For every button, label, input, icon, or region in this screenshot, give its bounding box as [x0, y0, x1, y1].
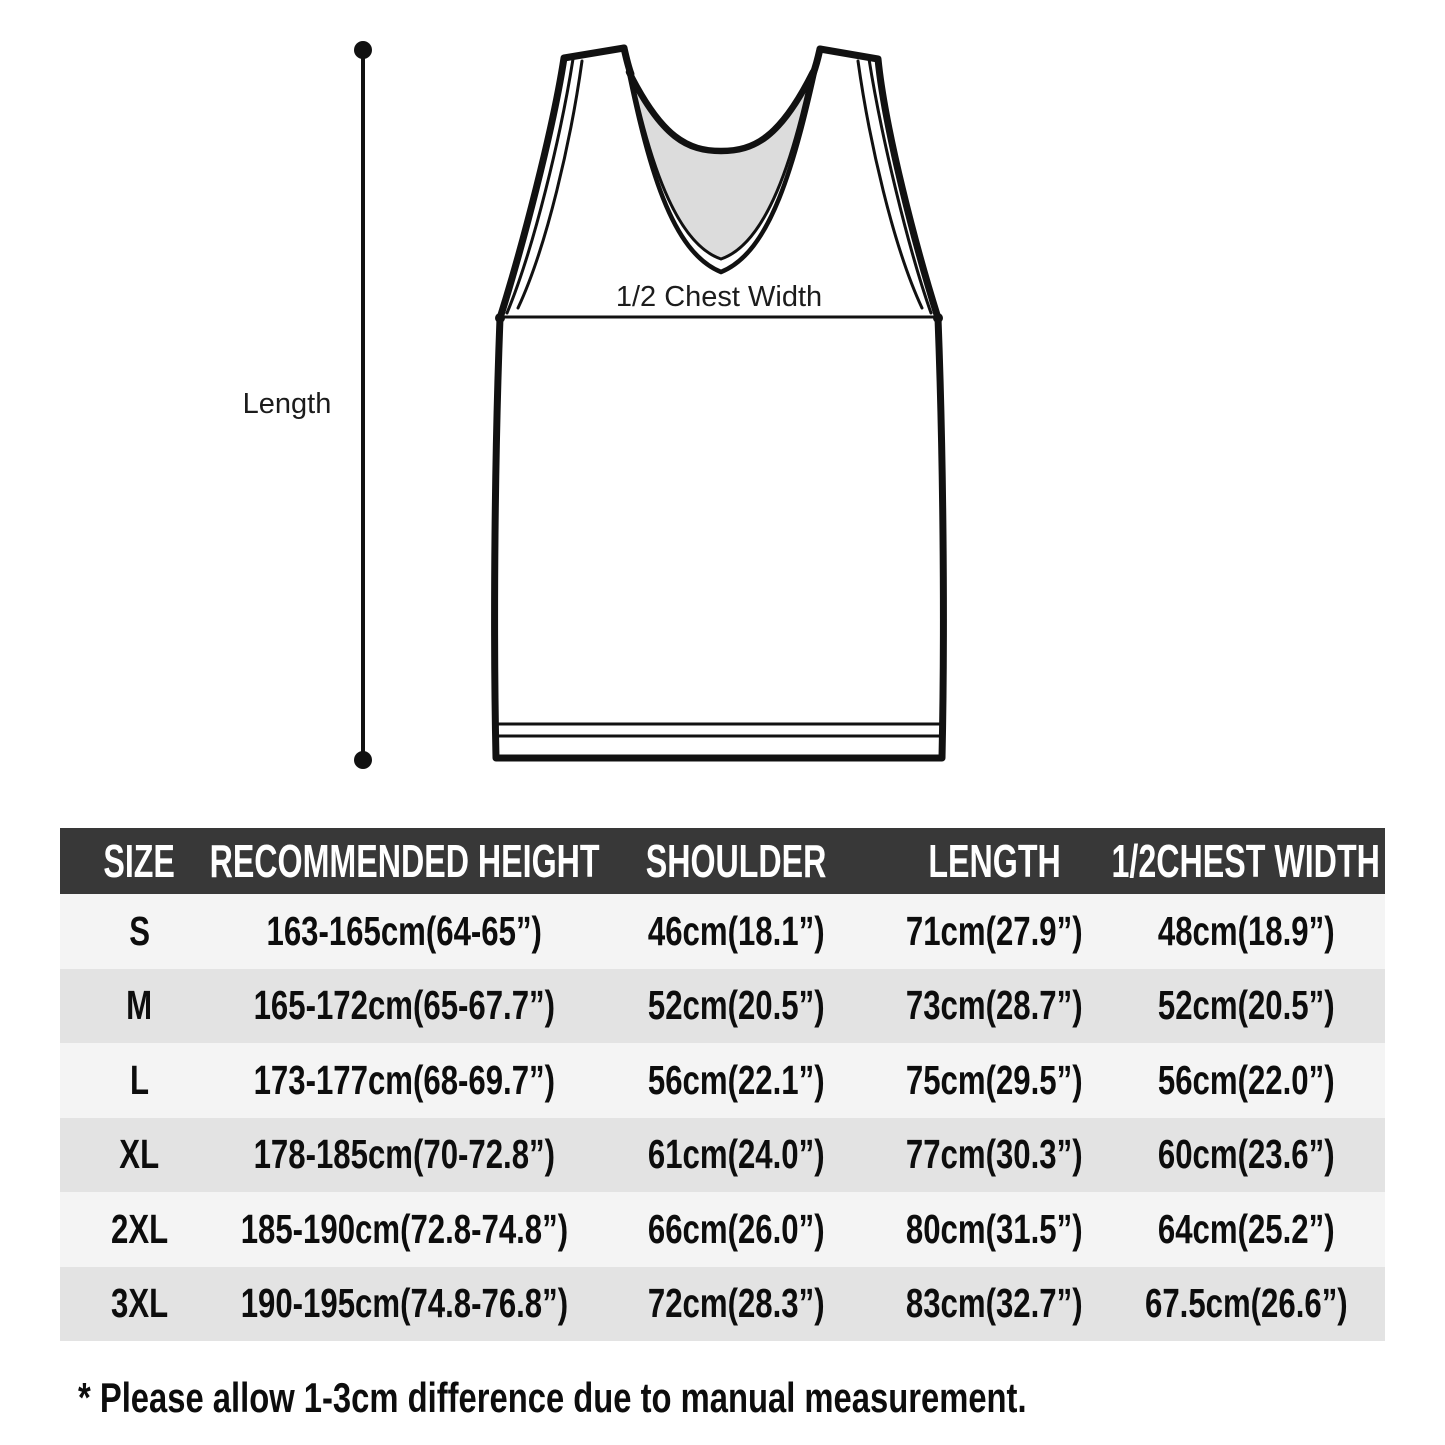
cell-size: 3XL — [110, 1280, 169, 1327]
measure-dot-bottom — [354, 751, 372, 769]
length-label: Length — [242, 388, 332, 420]
cell-length: 73cm(28.7”) — [905, 982, 1083, 1029]
cell-chest: 48cm(18.9”) — [1157, 907, 1335, 954]
size-table — [60, 828, 1385, 1341]
cell-length: 75cm(29.5”) — [905, 1056, 1083, 1103]
cell-shoulder: 66cm(26.0”) — [647, 1205, 825, 1252]
chest-width-label: 1/2 Chest Width — [615, 281, 823, 313]
cell-height: 165-172cm(65-67.7”) — [253, 982, 556, 1029]
underarm-dot-left — [495, 313, 505, 323]
table-row-s — [60, 894, 1385, 969]
cell-height: 190-195cm(74.8-76.8”) — [240, 1280, 569, 1327]
cell-size: 2XL — [110, 1205, 169, 1252]
cell-chest: 60cm(23.6”) — [1157, 1131, 1335, 1178]
table-row-xl — [60, 1118, 1385, 1193]
cell-height: 163-165cm(64-65”) — [266, 907, 543, 954]
cell-size: S — [129, 907, 150, 954]
cell-shoulder: 46cm(18.1”) — [647, 907, 825, 954]
cell-size: XL — [119, 1131, 160, 1178]
table-row-m — [60, 969, 1385, 1044]
header-length: LENGTH — [927, 835, 1061, 887]
cell-length: 80cm(31.5”) — [905, 1205, 1083, 1252]
table-row-l — [60, 1043, 1385, 1118]
cell-shoulder: 72cm(28.3”) — [647, 1280, 825, 1327]
cell-height: 185-190cm(72.8-74.8”) — [240, 1205, 569, 1252]
measurement-footnote: * Please allow 1-3cm difference due to manual measurement. — [78, 1374, 1027, 1421]
table-row-2xl — [60, 1192, 1385, 1267]
cell-height: 173-177cm(68-69.7”) — [253, 1056, 556, 1103]
underarm-dot-right — [933, 313, 943, 323]
cell-length: 77cm(30.3”) — [905, 1131, 1083, 1178]
length-measure-line — [354, 41, 372, 769]
cell-chest: 56cm(22.0”) — [1157, 1056, 1335, 1103]
cell-chest: 52cm(20.5”) — [1157, 982, 1335, 1029]
header-chest-width: 1/2CHEST WIDTH — [1111, 835, 1381, 887]
table-row-3xl — [60, 1267, 1385, 1342]
cell-height: 178-185cm(70-72.8”) — [253, 1131, 556, 1178]
cell-shoulder: 56cm(22.1”) — [647, 1056, 825, 1103]
header-size: SIZE — [103, 835, 176, 887]
cell-chest: 64cm(25.2”) — [1157, 1205, 1335, 1252]
cell-size: M — [126, 982, 153, 1029]
cell-shoulder: 52cm(20.5”) — [647, 982, 825, 1029]
cell-length: 83cm(32.7”) — [905, 1280, 1083, 1327]
cell-chest: 67.5cm(26.6”) — [1144, 1280, 1348, 1327]
header-shoulder: SHOULDER — [645, 835, 827, 887]
measure-dot-top — [354, 41, 372, 59]
cell-shoulder: 61cm(24.0”) — [647, 1131, 825, 1178]
header-recommended-height: RECOMMENDED HEIGHT — [209, 835, 600, 887]
cell-size: L — [129, 1056, 150, 1103]
cell-length: 71cm(27.9”) — [905, 907, 1083, 954]
size-table-header-row — [60, 828, 1385, 894]
